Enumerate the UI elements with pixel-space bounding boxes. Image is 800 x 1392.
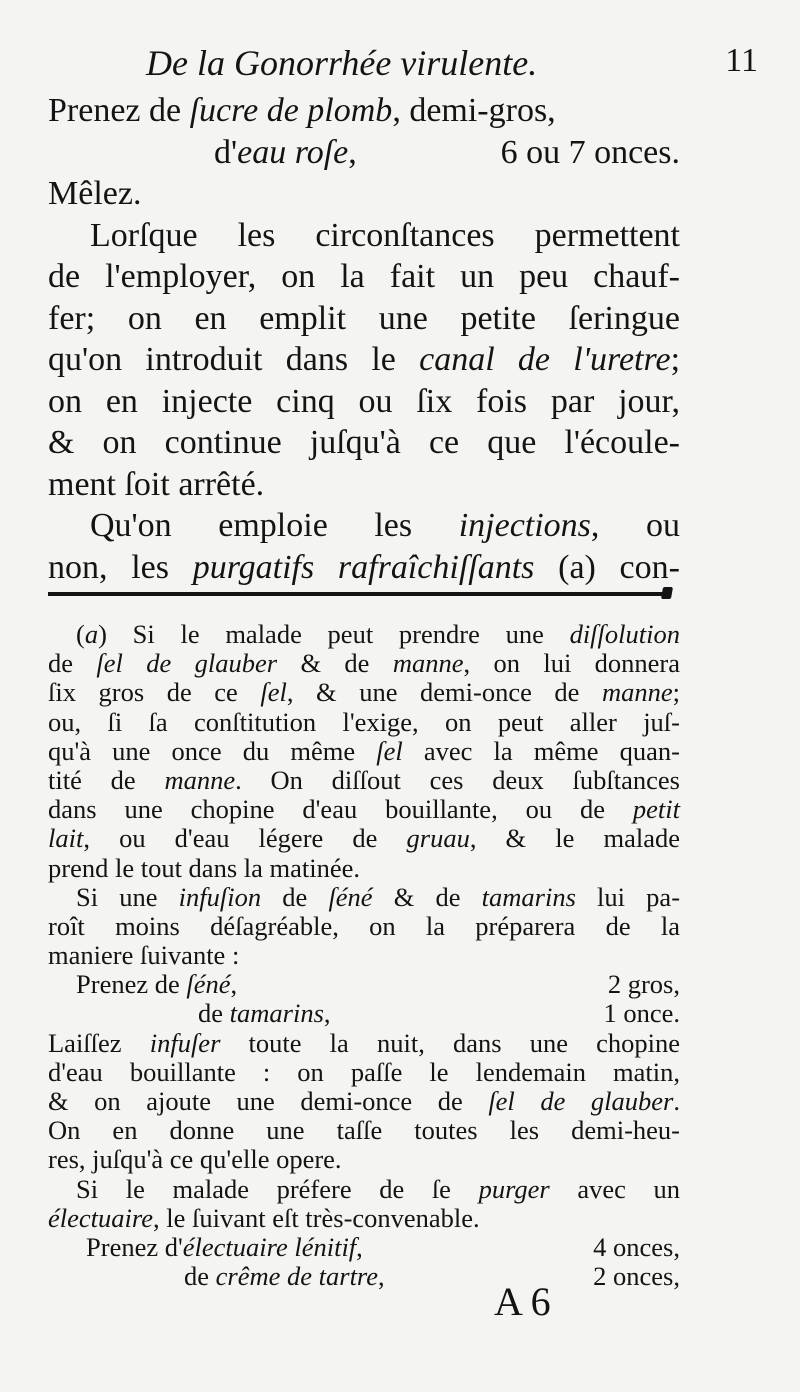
text-line <box>48 547 680 589</box>
text: , <box>323 998 331 1029</box>
note-line <box>48 766 680 795</box>
text-line: Lorſque les circonſtances permettent <box>90 216 680 254</box>
text: qu'on introduit dans le <box>48 341 420 378</box>
quantity: 2 onces, <box>593 1261 680 1292</box>
text: Prenez d' <box>86 1231 183 1262</box>
note-line <box>48 883 680 912</box>
text: Si une <box>76 881 179 912</box>
note-line <box>48 1087 680 1116</box>
term: infuſer <box>149 1027 221 1058</box>
ingredient: tamarins <box>229 998 324 1029</box>
term: manne <box>392 648 464 679</box>
note-line <box>48 649 680 678</box>
ingredient: électuaire lénitif <box>182 1231 357 1262</box>
recipe-line <box>48 1262 680 1291</box>
text: , ou <box>590 507 681 544</box>
term: manne <box>601 677 673 708</box>
text: , & le malade <box>469 823 680 854</box>
text: ſix gros de ce <box>48 677 261 708</box>
text: d' <box>214 133 238 171</box>
term: injections <box>458 507 591 544</box>
text: (a) con- <box>534 548 680 586</box>
term: purgatifs rafraîchiſſants <box>192 548 535 586</box>
footnote-rule-end <box>661 587 673 599</box>
term: petit <box>632 794 680 825</box>
term: ſel de glauber <box>96 648 278 679</box>
text: ( <box>76 619 85 649</box>
term: purger <box>478 1173 550 1204</box>
term: tamarins <box>481 881 576 912</box>
note-line <box>48 795 680 824</box>
text: , & une demi-once de <box>286 677 602 708</box>
note-line: ou, ſi ſa conſtitution l'exige, on peut aller juſ- <box>48 706 680 737</box>
text: ) Si le malade peut prendre une <box>98 619 570 649</box>
recipe-line <box>48 1233 680 1262</box>
text: , demi-gros, <box>392 92 556 129</box>
running-title: De la Gonorrhée virulente. <box>146 43 538 83</box>
text: de <box>261 881 329 912</box>
main-text <box>48 90 680 588</box>
quantity: 1 once. <box>603 998 680 1029</box>
note-line: prend le tout dans la matinée. <box>48 852 361 883</box>
text-line: on en injecte cinq ou ſix fois par jour, <box>48 382 680 420</box>
note-line: roît moins déſagréable, on la préparera de la <box>48 910 680 941</box>
text: Prenez de <box>76 969 187 1000</box>
text: & de <box>372 881 482 912</box>
note-line: On en donne une taſſe toutes les demi-heu- <box>48 1115 680 1146</box>
text: de <box>48 648 97 679</box>
text-line: ment ſoit arrêté. <box>48 465 265 503</box>
ingredient: ſéné <box>186 969 231 1000</box>
text: , <box>378 1261 385 1292</box>
text: . On diſſout ces deux ſubſtances <box>235 764 680 795</box>
text: Prenez de <box>48 92 190 129</box>
text: ; <box>670 341 681 378</box>
note-line <box>48 1029 680 1058</box>
running-header <box>48 42 760 92</box>
text: non, les <box>48 548 193 586</box>
term: infuſion <box>178 881 262 912</box>
recipe-line <box>48 90 680 132</box>
text-line: de l'employer, on la fait un peu chauf- <box>48 258 680 295</box>
note-line <box>48 1204 680 1233</box>
note-line <box>48 1175 680 1204</box>
text: . <box>673 1086 680 1116</box>
footnote-rule <box>48 592 668 596</box>
text: , on lui donnera <box>463 648 681 679</box>
page-number: 11 <box>725 42 758 79</box>
text: dans une chopine d'eau bouillante, ou de <box>48 794 633 825</box>
text: Si le malade préfere de ſe <box>76 1173 479 1204</box>
signature-mark: A 6 <box>494 1279 551 1324</box>
recipe-line <box>48 970 680 999</box>
term: lait <box>48 823 84 854</box>
term: manne <box>164 764 236 795</box>
note-line <box>48 824 680 853</box>
text: Qu'on emploie les <box>90 507 459 544</box>
text: & on ajoute une demi-once de <box>48 1086 489 1116</box>
term: ſel <box>260 677 287 708</box>
note-marker: a <box>84 619 99 649</box>
note-line: maniere ſuivante : <box>48 940 240 971</box>
quantity: 4 onces, <box>593 1231 680 1262</box>
text: Laiſſez <box>48 1027 150 1058</box>
note-line <box>48 737 680 766</box>
text: qu'à une once du même <box>48 735 377 766</box>
term: ſel de glauber <box>488 1086 674 1116</box>
text: avec la même quan- <box>402 735 681 766</box>
note-line: res, juſqu'à ce qu'elle opere. <box>48 1144 342 1175</box>
text: , ou d'eau légere de <box>83 823 407 854</box>
text-line: fer; on en emplit une petite ſeringue <box>48 299 680 337</box>
text: , <box>348 133 357 171</box>
text: lui pa- <box>575 881 681 912</box>
text-line: Mêlez. <box>48 175 142 212</box>
text: ; <box>672 677 680 708</box>
term: ſel <box>376 735 403 766</box>
text: de <box>184 1261 216 1292</box>
ingredient: ſucre de plomb <box>189 92 393 129</box>
term: gruau <box>406 823 470 854</box>
ingredient: crême de tartre <box>215 1261 379 1292</box>
note-line: d'eau bouillante : on paſſe le lendemain matin, <box>48 1056 680 1087</box>
text-line: & on continue juſqu'à ce que l'écoule- <box>48 424 680 461</box>
note-line <box>48 678 680 707</box>
term: canal de l'uretre <box>419 341 671 378</box>
footnote <box>48 620 680 1291</box>
text: & de <box>277 648 393 679</box>
term: diſſolution <box>569 619 680 649</box>
ingredient: eau roſe <box>237 133 349 171</box>
text-line <box>48 505 680 547</box>
text: toute la nuit, dans une chopine <box>220 1027 680 1058</box>
text: avec un <box>549 1173 680 1204</box>
term: électuaire <box>48 1202 153 1233</box>
text-line <box>48 339 680 381</box>
text: , le ſuivant eſt très-convenable. <box>152 1202 480 1233</box>
text: , <box>230 969 238 1000</box>
quantity: 2 gros, <box>607 969 680 1000</box>
term: ſéné <box>328 881 373 912</box>
recipe-line <box>48 132 680 174</box>
text: , <box>356 1231 363 1262</box>
text: tité de <box>48 764 165 795</box>
note-line <box>48 620 680 649</box>
recipe-line <box>48 999 680 1028</box>
text: de <box>198 998 230 1029</box>
quantity: 6 ou 7 onces. <box>500 133 680 171</box>
